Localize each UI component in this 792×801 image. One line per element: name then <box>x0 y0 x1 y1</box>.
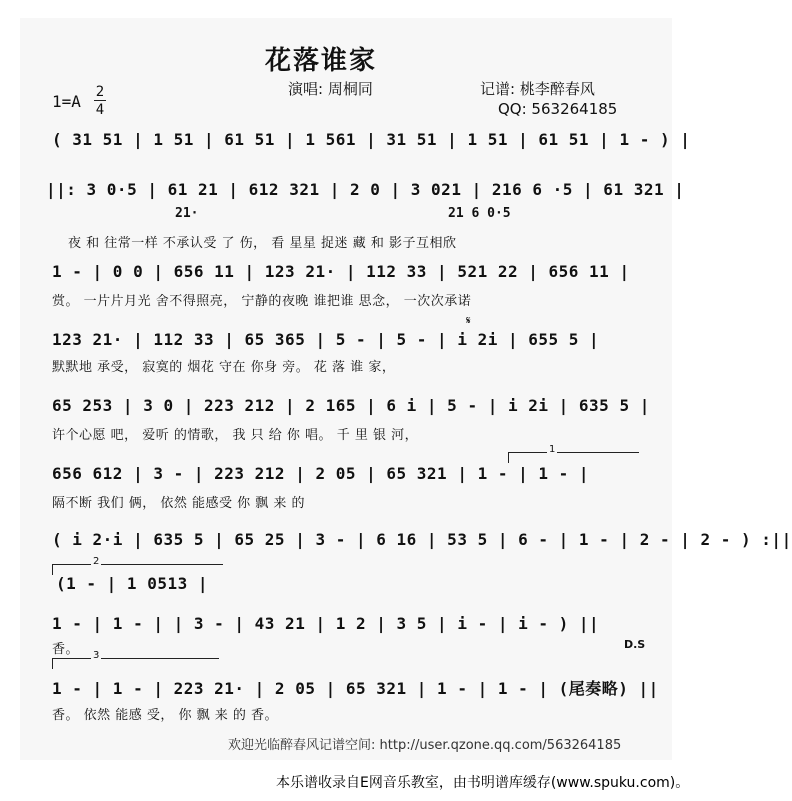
ds-mark: D.S <box>624 638 646 651</box>
harmony-sub-a: 21· <box>175 206 199 221</box>
singer-credit: 演唱: 周桐同 <box>288 80 373 98</box>
time-signature-top: 2 <box>95 84 105 100</box>
lyrics-row-9: 香。 <box>52 642 80 657</box>
notation-row-10: 1 - | 1 - | 223 21· | 2 05 | 65 321 | 1 - | 1 - | (尾奏略) || <box>52 679 659 698</box>
notation-row-1: ( 31 51 | 1 51 | 61 51 | 1 561 | 31 51 | 1 51 | 61 51 | 1 - ) | <box>52 130 691 149</box>
score-sheet <box>20 18 792 760</box>
time-signature-line <box>94 100 106 101</box>
volta-bracket-3: 3 <box>52 658 219 669</box>
website-credit: 欢迎光临醉春风记谱空间: http://user.qzone.qq.com/563264185 <box>228 738 622 753</box>
lyrics-row-3: 赏。 一片片月光 舍不得照亮， 宁静的夜晚 谁把谁 思念， 一次次承诺 <box>52 294 472 309</box>
notation-row-7: ( i 2·i | 635 5 | 65 25 | 3 - | 6 16 | 53 5 | 6 - | 1 - | 2 - | 2 - ) :|| <box>52 530 792 549</box>
lyrics-row-6: 隔不断 我们 俩， 依然 能感受 你 飘 来 的 <box>52 496 306 511</box>
harmony-sub-b: 21 6 0·5 <box>448 206 511 221</box>
qq-number: QQ: 563264185 <box>498 100 618 118</box>
song-title: 花落谁家 <box>265 46 378 76</box>
notation-row-8: (1 - | 1 0513 | <box>56 574 208 593</box>
notation-row-4: 123 21· | 112 33 | 65 365 | 5 - | 5 - | i 2i | 655 5 | <box>52 330 600 349</box>
lyrics-row-4: 默默地 承受， 寂寞的 烟花 守在 你身 旁。 花 落 谁 家， <box>52 360 396 375</box>
segno-mark: 𝄋 <box>466 314 471 327</box>
lyrics-row-10: 香。 依然 能感 受， 你 飘 来 的 香。 <box>52 708 279 723</box>
volta-bracket-2: 2 <box>52 564 223 575</box>
transcriber-credit: 记谱: 桃李醉春风 <box>480 80 595 98</box>
notation-row-5: 65 253 | 3 0 | 223 212 | 2 165 | 6 i | 5 - | i 2i | 635 5 | <box>52 396 650 415</box>
time-signature-bottom: 4 <box>95 102 105 118</box>
notation-row-3: 1 - | 0 0 | 656 11 | 123 21· | 112 33 | 521 22 | 656 11 | <box>52 262 630 281</box>
notation-row-6: 656 612 | 3 - | 223 212 | 2 05 | 65 321 | 1 - | 1 - | <box>52 464 590 483</box>
notation-row-2: ||: 3 0·5 | 61 21 | 612 321 | 2 0 | 3 021 | 216 6 ·5 | 61 321 | <box>46 180 685 199</box>
source-credit: 本乐谱收录自E网音乐教室，由书明谱库缓存(www.spuku.com)。 <box>276 775 690 791</box>
notation-row-9: 1 - | 1 - | | 3 - | 43 21 | 1 2 | 3 5 | i - | i - ) || <box>52 614 600 633</box>
key-signature: 1=A <box>52 92 81 111</box>
volta-bracket-1: 1 <box>508 452 639 463</box>
lyrics-row-2: 夜 和 往常一样 不承认受 了 伤， 看 星星 捉迷 藏 和 影子互相欣 <box>68 236 457 251</box>
lyrics-row-5: 许个心愿 吧， 爱听 的情歌， 我 只 给 你 唱。 千 里 银 河， <box>52 428 419 443</box>
